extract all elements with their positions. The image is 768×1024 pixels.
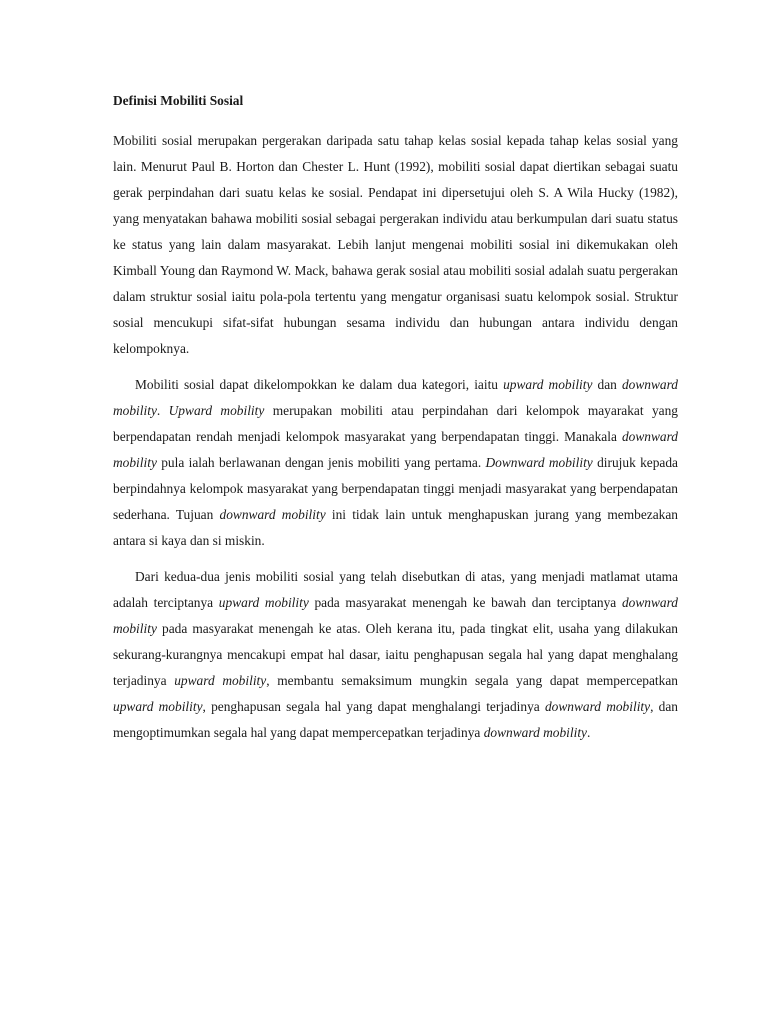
italic-term: downward mobility xyxy=(113,377,678,418)
text-segment: Dari kedua-dua jenis mobiliti sosial yang telah disebutkan di atas, yang menjadi matlamat utama adalah terciptanya xyxy=(113,569,678,610)
paragraph xyxy=(113,564,678,746)
text-segment: Mobiliti sosial dapat dikelompokkan ke dalam dua kategori, iaitu xyxy=(135,377,504,392)
text-segment: , membantu semaksimum mungkin segala yang dapat mempercepatkan xyxy=(266,673,678,688)
italic-term: upward mobility xyxy=(113,699,203,714)
italic-term: upward mobility xyxy=(174,673,267,688)
text-segment: , penghapusan segala hal yang dapat menghalangi terjadinya xyxy=(202,699,545,714)
italic-term: Upward mobility xyxy=(168,403,265,418)
text-segment: Mobiliti sosial merupakan pergerakan daripada satu tahap kelas sosial kepada tahap kelas sosial yang lain. Menurut Paul B. Horton dan Chester L. Hunt (1992), mobiliti sosial dapat diertikan sebagai suatu gerak perpindahan dari suatu kelas ke sosial. Pendapat ini dipersetujui oleh S. A Wila Hucky (1982), yang menyatakan bahawa mobiliti sosial sebagai pergerakan individu atau berkumpulan dari suatu status ke status yang lain dalam masyarakat. Lebih lanjut mengenai mobiliti sosial ini dikemukakan oleh Kimball Young dan Raymond W. Mack, bahawa gerak sosial atau mobiliti sosial adalah suatu pergerakan dalam struktur sosial iaitu pola-pola tertentu yang mengatur organisasi suatu kelompok sosial. Struktur sosial mencukupi sifat-sifat hubungan sesama individu dan hubungan antara individu dengan kelompoknya. xyxy=(113,133,678,356)
text-segment: ini tidak lain untuk menghapuskan jurang yang membezakan antara si kaya dan si miskin. xyxy=(113,507,678,548)
paragraph xyxy=(113,372,678,554)
text-segment: merupakan mobiliti atau perpindahan dari kelompok mayarakat yang berpendapatan rendah menjadi kelompok masyarakat yang berpendapatan tinggi. Manakala xyxy=(113,403,679,444)
italic-term: downward mobility xyxy=(113,595,678,636)
document-page xyxy=(113,88,678,756)
italic-term: upward mobility xyxy=(503,377,593,392)
text-segment: . xyxy=(156,403,169,418)
italic-term: downward mobility xyxy=(544,699,651,714)
document-title: Definisi Mobiliti Sosial xyxy=(113,93,244,108)
italic-term: Downward mobility xyxy=(485,455,593,470)
text-segment: dirujuk kepada berpindahnya kelompok masyarakat yang berpendapatan tinggi menjadi masyarakat yang berpendapatan sederhana. Tujuan xyxy=(113,455,679,522)
text-segment: pada masyarakat menengah ke bawah dan terciptanya xyxy=(308,595,622,610)
italic-term: downward mobility xyxy=(219,507,326,522)
italic-term: upward mobility xyxy=(218,595,309,610)
text-segment: dan xyxy=(592,377,622,392)
text-segment: pula ialah berlawanan dengan jenis mobiliti yang pertama. xyxy=(156,455,486,470)
italic-term: downward mobility xyxy=(113,429,678,470)
paragraph xyxy=(113,128,678,362)
italic-term: downward mobility xyxy=(483,725,588,740)
text-segment: , dan mengoptimumkan segala hal yang dapat mempercepatkan terjadinya xyxy=(113,699,678,740)
document-body xyxy=(113,128,678,746)
text-segment: pada masyarakat menengah ke atas. Oleh kerana itu, pada tingkat elit, usaha yang dilakukan sekurang-kurangnya mencakupi empat hal dasar, iaitu penghapusan segala hal yang dapat menghalang terjadinya xyxy=(113,621,678,688)
text-segment: . xyxy=(587,725,591,740)
